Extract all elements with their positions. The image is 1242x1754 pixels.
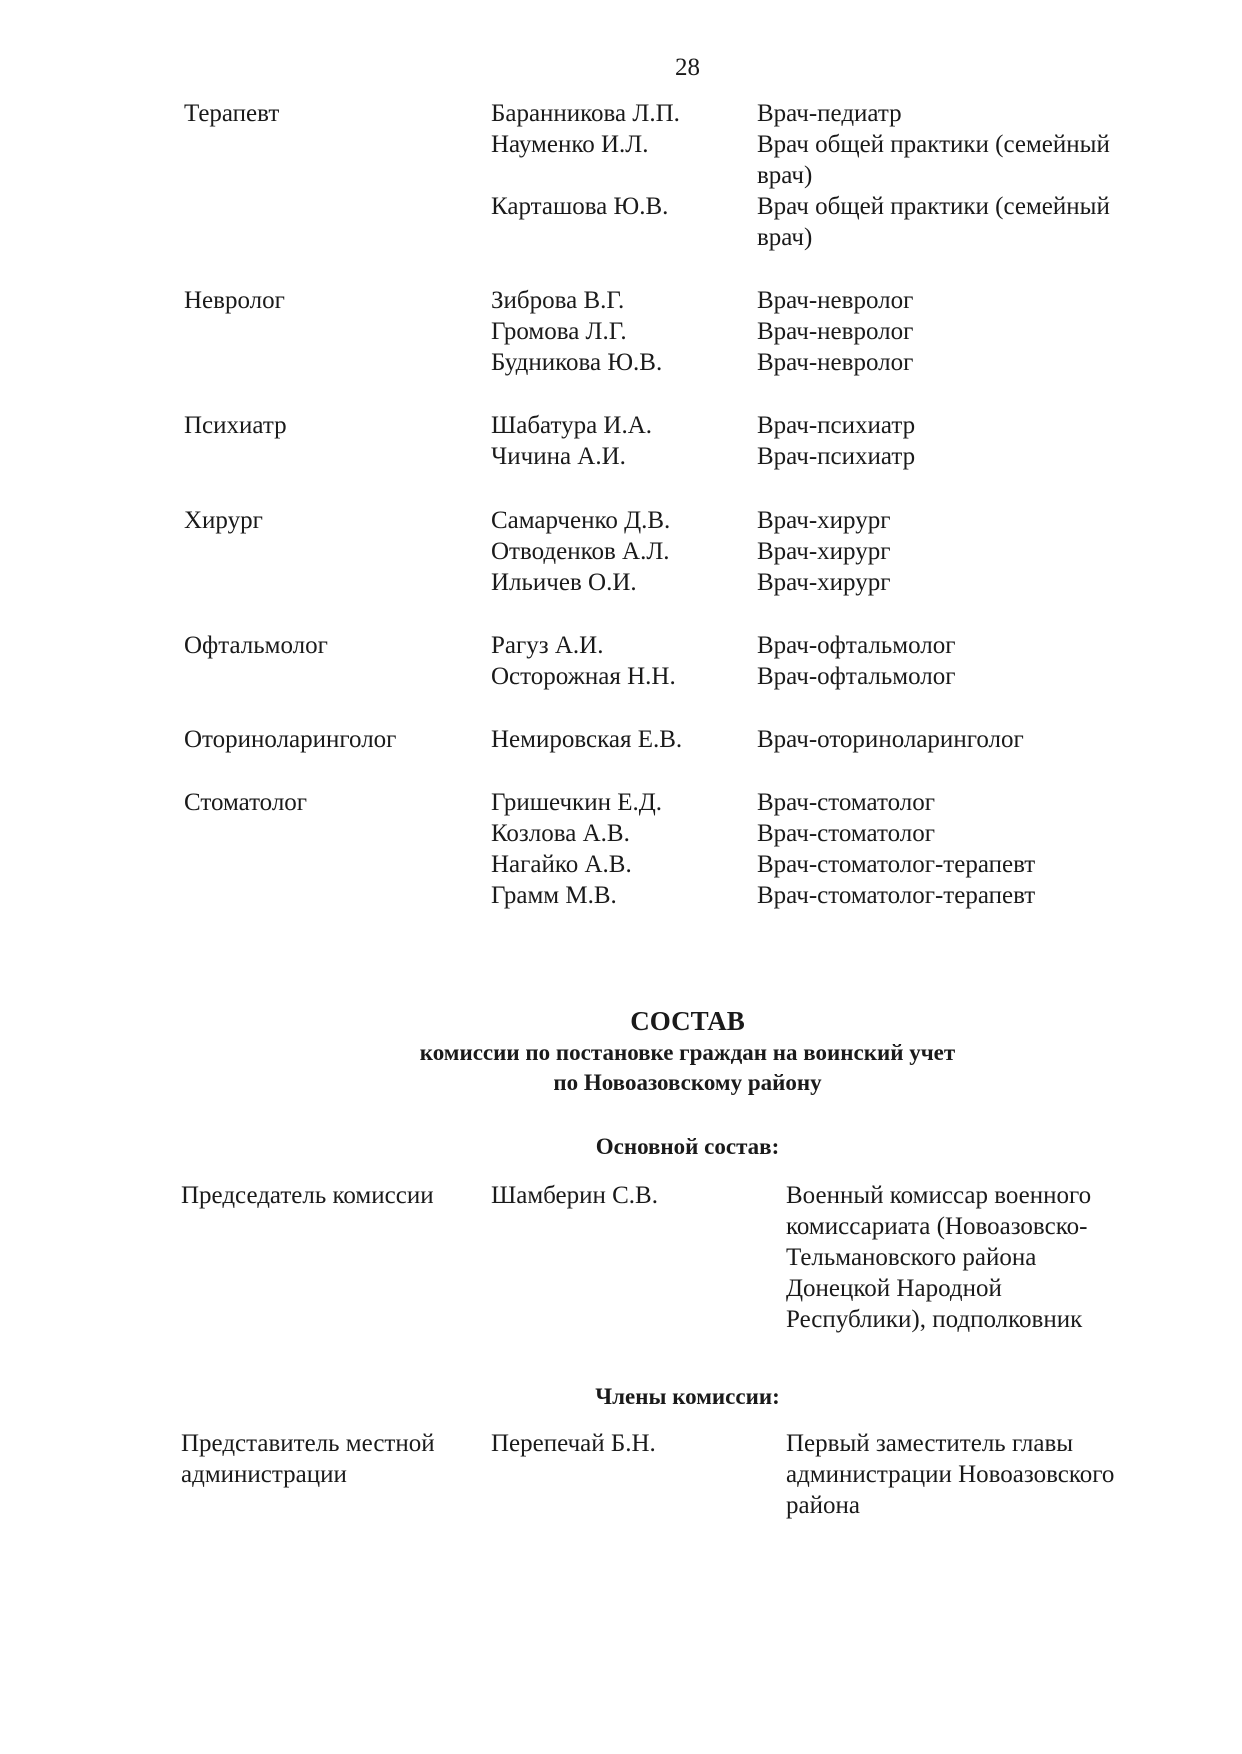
doctor-position: Врач-стоматолог-терапевт <box>757 882 1036 909</box>
specialty-label: Оториноларинголог <box>184 726 397 753</box>
member-role: Представитель местной администрации <box>181 1430 435 1488</box>
specialty-label: Невролог <box>184 287 285 314</box>
doctor-name: Карташова Ю.В. <box>491 193 669 220</box>
doctor-name: Зиброва В.Г. <box>491 287 625 314</box>
doctor-position: Врач-невролог <box>757 349 914 376</box>
members-heading: Члены комиссии: <box>595 1384 780 1409</box>
member-name: Перепечай Б.Н. <box>491 1430 656 1457</box>
doctor-position: Врач общей практики (семейный <box>757 193 1110 220</box>
doctor-position: Врач-хирург <box>757 538 891 565</box>
doctor-position: Врач-хирург <box>757 507 891 534</box>
specialty-label: Психиатр <box>184 412 287 439</box>
chairman-position: Военный комиссар военного комиссариата (Новоазовско-Тельмановского района Донецкой Народной Республики), подполковник <box>786 1182 1092 1333</box>
doctor-name: Будникова Ю.В. <box>491 349 663 376</box>
chairman-role: Председатель комиссии <box>181 1182 434 1209</box>
doctor-position: Врач-офтальмолог <box>757 663 956 690</box>
doctor-name: Громова Л.Г. <box>491 318 627 345</box>
member-row <box>0 1428 1242 1528</box>
specialty-label: Стоматолог <box>184 789 308 816</box>
doctor-name: Шабатура И.А. <box>491 412 653 439</box>
doctor-position: Врач-невролог <box>757 287 914 314</box>
doctor-position: врач) <box>757 162 813 189</box>
doctor-position: врач) <box>757 224 813 251</box>
commission-subtitle-1: комиссии по постановке граждан на воинский учет <box>419 1040 956 1065</box>
commission-title: СОСТАВ <box>630 1006 745 1036</box>
doctor-name: Грамм М.В. <box>491 882 617 909</box>
doctor-name: Рагуз А.И. <box>491 632 604 659</box>
doctor-name: Осторожная Н.Н. <box>491 663 676 690</box>
commission-subtitle-2: по Новоазовскому району <box>553 1070 822 1095</box>
doctor-position: Врач-невролог <box>757 318 914 345</box>
doctor-position: Врач-стоматолог-терапевт <box>757 851 1036 878</box>
specialty-label: Хирург <box>184 507 263 534</box>
doctor-position: Врач-психиатр <box>757 443 916 470</box>
doctor-name: Козлова А.В. <box>491 820 630 847</box>
doctor-position: Врач-стоматолог <box>757 789 935 816</box>
doctor-name: Чичина А.И. <box>491 443 626 470</box>
doctor-position: Врач-хирург <box>757 569 891 596</box>
specialty-label: Офтальмолог <box>184 632 328 659</box>
doctor-position: Врач-педиатр <box>757 100 902 127</box>
chairman-name: Шамберин С.В. <box>491 1182 658 1209</box>
page-number: 28 <box>675 54 700 81</box>
doctor-name: Ильичев О.И. <box>491 569 637 596</box>
doctor-name: Нагайко А.В. <box>491 851 632 878</box>
specialty-label: Терапевт <box>184 100 280 127</box>
doctor-position: Врач-оториноларинголог <box>757 726 1024 753</box>
chairman-row <box>0 1180 1242 1350</box>
doctor-name: Гришечкин Е.Д. <box>491 789 663 816</box>
doctor-position: Врач-психиатр <box>757 412 916 439</box>
doctor-name: Немировская Е.В. <box>491 726 683 753</box>
doctor-name: Науменко И.Л. <box>491 131 649 158</box>
doctor-name: Самарченко Д.В. <box>491 507 671 534</box>
member-position: Первый заместитель главы администрации Новоазовского района <box>786 1430 1115 1519</box>
doctor-position: Врач общей практики (семейный <box>757 131 1110 158</box>
main-composition-heading: Основной состав: <box>595 1134 780 1159</box>
doctor-name: Отводенков А.Л. <box>491 538 670 565</box>
doctor-name: Баранникова Л.П. <box>491 100 680 127</box>
doctor-position: Врач-стоматолог <box>757 820 935 847</box>
doctor-position: Врач-офтальмолог <box>757 632 956 659</box>
